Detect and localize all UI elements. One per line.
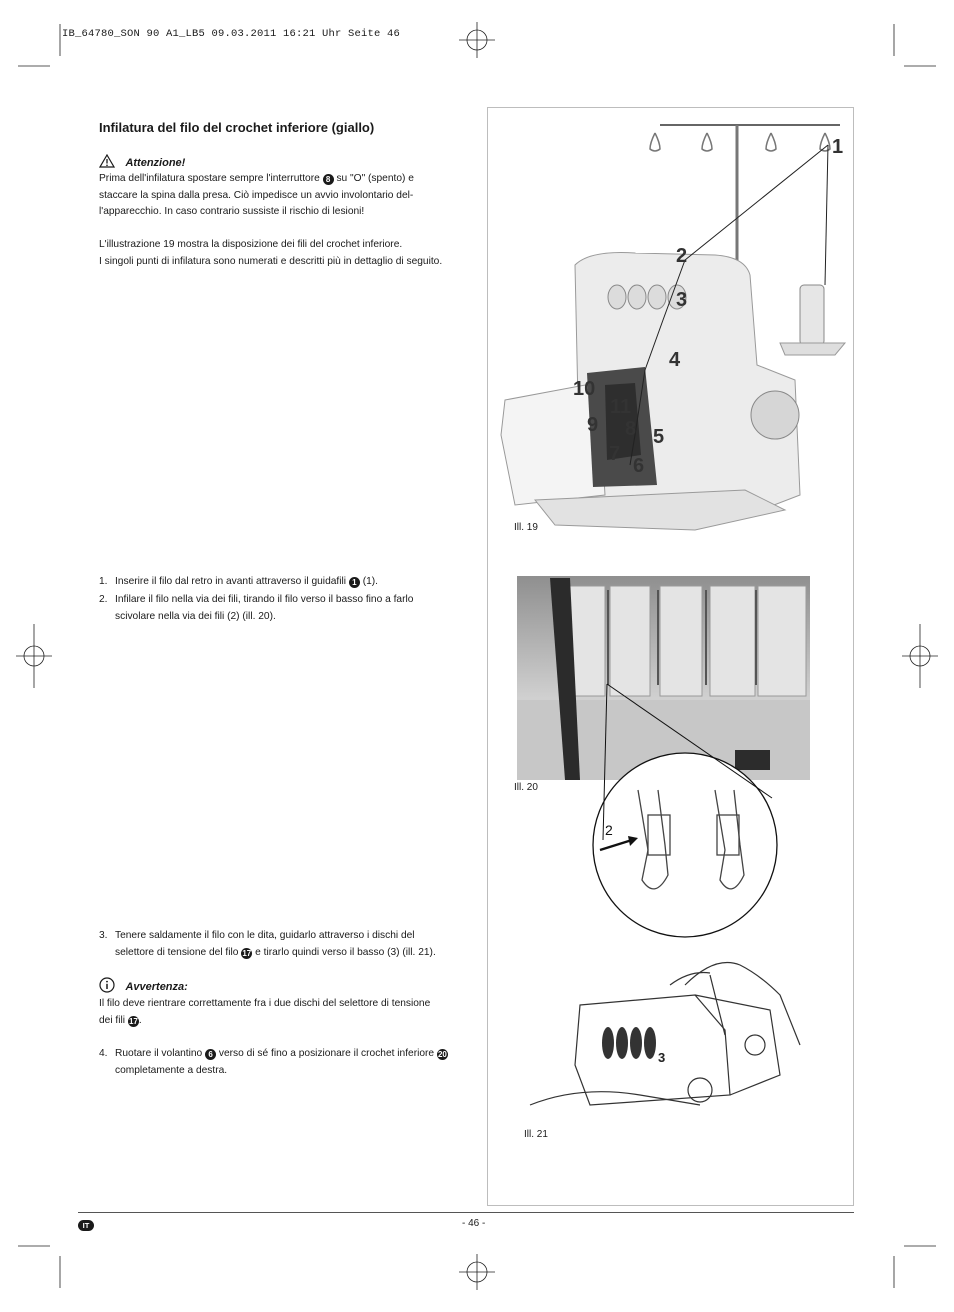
caption-ill-21: Ill. 21 xyxy=(524,1129,548,1140)
callout-6: 6 xyxy=(633,455,645,477)
caption-ill-19: Ill. 19 xyxy=(514,522,538,533)
ref-number-6: 6 xyxy=(205,1049,216,1060)
language-badge: IT xyxy=(78,1220,94,1231)
footer-rule xyxy=(78,1212,854,1213)
callout-11: 11 xyxy=(610,396,632,418)
step-4: 4. Ruotare il volantino 6 verso di sé fino a posizionare il crochet inferiore 20 completamente a destra. xyxy=(99,1048,447,1076)
callout-9: 9 xyxy=(587,414,599,436)
note-heading-text: Avvertenza: xyxy=(125,981,188,993)
step-1: 1. Inserire il filo dal retro in avanti attraverso il guidafili 1 (1). xyxy=(99,576,378,587)
warning-heading xyxy=(99,153,185,171)
ref-number-17: 17 xyxy=(128,1016,138,1026)
ref-number-1: 1 xyxy=(349,577,360,588)
callout-3: 3 xyxy=(676,289,688,311)
illustration-20-thread-guide xyxy=(510,570,815,940)
step-2: 2. Infilare il filo nella via dei fili, tirando il filo verso il basso fino a farlo scivolare nella via dei fili (2) (ill. 20). xyxy=(99,594,414,622)
callout-8: 8 xyxy=(625,418,637,440)
callout-10: 10 xyxy=(573,378,596,400)
caption-ill-20: Ill. 20 xyxy=(514,782,538,793)
ref-number-8: 8 xyxy=(323,174,334,185)
warning-text: Prima dell'infilatura spostare sempre l'interruttore 8 su "O" (spento) e staccare la spina dalla presa. Ciò impedisce un avvio involontario del- l'apparecchio. In caso contrario sussiste il rischio di lesioni! xyxy=(99,173,414,217)
print-slug: IB_64780_SON 90 A1_LB5 09.03.2011 16:21 Uhr Seite 46 xyxy=(62,28,401,40)
callout-4: 4 xyxy=(669,349,681,371)
warning-triangle-icon xyxy=(99,154,115,168)
illustration-21-tension-threading xyxy=(520,955,810,1125)
intro-text: L'illustrazione 19 mostra la disposizione dei fili del crochet inferiore. I singoli punti di infilatura sono numerati e descritti più in dettaglio di seguito. xyxy=(99,239,443,267)
callout-5: 5 xyxy=(653,426,665,448)
illustration-19-machine xyxy=(495,115,850,535)
callout-7: 7 xyxy=(609,443,621,465)
section-title: Infilatura del filo del crochet inferiore (giallo) xyxy=(99,120,375,135)
callout-2: 2 xyxy=(605,822,613,838)
note-heading xyxy=(99,977,188,995)
step-3: 3. Tenere saldamente il filo con le dita, guidarlo attraverso i dischi del selettore di tensione del filo 17 e tirarlo quindi verso il basso (3) (ill. 21). xyxy=(99,930,436,958)
warning-heading-text: Attenzione! xyxy=(125,157,186,169)
page-number: - 46 - xyxy=(462,1218,486,1229)
callout-1: 1 xyxy=(832,136,844,158)
callout-3: 3 xyxy=(658,1050,666,1065)
info-icon xyxy=(99,977,115,993)
ref-number-17: 17 xyxy=(242,948,252,958)
ref-number-20: 20 xyxy=(437,1050,447,1059)
note-text: Il filo deve rientrare correttamente fra i due dischi del selettore di tensione dei fili 17. xyxy=(99,998,431,1026)
callout-2: 2 xyxy=(676,245,688,267)
